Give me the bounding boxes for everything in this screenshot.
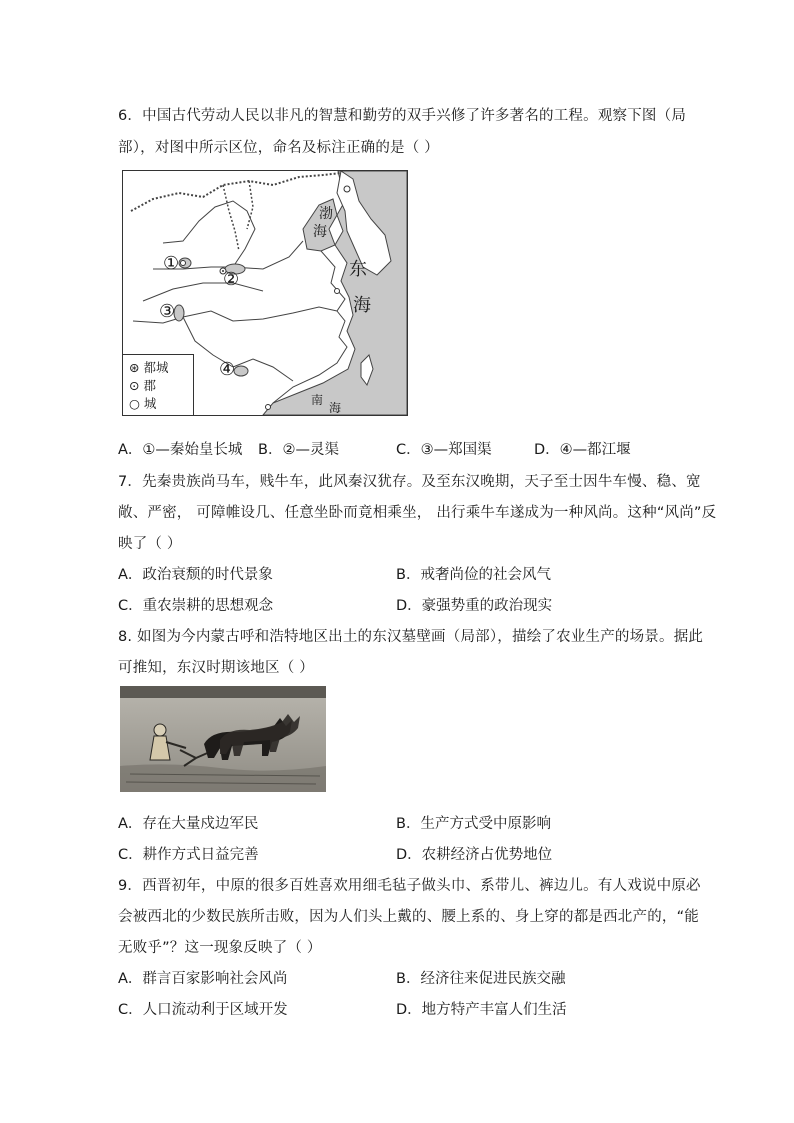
capital-icon: ⊛ — [129, 360, 140, 375]
q9-stem-line2: 会被西北的少数民族所击败，因为人们头上戴的、腰上系的、身上穿的都是西北产的，“能 — [118, 909, 700, 925]
map-label-bohai-1: 渤 — [319, 206, 333, 222]
map-label-nan-2: 海 — [329, 401, 342, 415]
q9-stem-line3: 无败乎”？这一现象反映了（ ） — [118, 940, 322, 956]
legend-jun: 郡 — [143, 378, 156, 393]
q9-option-c: C．人口流动利于区域开发 — [118, 1002, 288, 1018]
q9-stem-line1: 9．西晋初年，中原的很多百姓喜欢用细毛毡子做头巾、系带儿、裤边儿。有人戏说中原必 — [118, 878, 701, 894]
q9-option-b: B．经济往来促进民族交融 — [396, 971, 566, 987]
q8-mural-image — [120, 686, 326, 792]
q6-option-d: D．④—都江堰 — [534, 442, 631, 458]
map-label-bohai-2: 海 — [313, 224, 327, 240]
jun-icon: ⊙ — [129, 378, 140, 393]
q8-option-b: B．生产方式受中原影响 — [396, 816, 551, 832]
q7-stem-line3: 映了（ ） — [118, 536, 182, 552]
q7-stem-line1: 7．先秦贵族尚马车，贱牛车，此风秦汉犹存。及至东汉晚期，天子至士因牛车慢、稳、宽 — [118, 474, 701, 490]
q7-option-d: D．豪强势重的政治现实 — [396, 598, 553, 614]
q8-stem-line1: 8. 如图为今内蒙古呼和浩特地区出土的东汉墓壁画（局部），描绘了农业生产的场景。据此 — [118, 629, 704, 645]
map-marker-3: ③ — [159, 301, 176, 322]
map-label-dong-1: 东 — [349, 259, 367, 280]
map-legend — [123, 354, 194, 415]
map-marker-1: ① — [163, 253, 180, 274]
legend-city: 城 — [143, 396, 157, 411]
q9-option-d: D．地方特产丰富人们生活 — [396, 1002, 567, 1018]
q6-option-b: B．②—灵渠 — [258, 442, 339, 458]
q6-stem-line1: 6．中国古代劳动人民以非凡的智慧和勤劳的双手兴修了许多著名的工程。观察下图（局 — [118, 108, 687, 124]
city-icon: ○ — [129, 396, 140, 411]
q8-stem-line2: 可推知，东汉时期该地区（ ） — [118, 660, 314, 676]
q6-stem-line2: 部），对图中所示区位，命名及标注正确的是（ ） — [118, 140, 439, 156]
legend-capital: 都城 — [143, 360, 169, 375]
q8-option-d: D．农耕经济占优势地位 — [396, 847, 553, 863]
mural-drawing — [120, 686, 326, 792]
q6-map — [122, 170, 408, 416]
q6-option-a: A．①—秦始皇长城 — [118, 442, 243, 458]
map-marker-2: ② — [223, 269, 240, 290]
q7-option-b: B．戒奢尚俭的社会风气 — [396, 567, 551, 583]
q7-option-a: A．政治衰颓的时代景象 — [118, 567, 273, 583]
q7-stem-line2: 敞、严密， 可障帷设几、任意坐卧而竟相乘坐， 出行乘牛车遂成为一种风尚。这种“风尚”反 — [118, 505, 717, 521]
q7-option-c: C．重农崇耕的思想观念 — [118, 598, 274, 614]
q8-option-c: C．耕作方式日益完善 — [118, 847, 259, 863]
map-label-nan-1: 南 — [311, 393, 324, 407]
map-label-dong-2: 海 — [353, 295, 371, 316]
q8-option-a: A．存在大量戍边军民 — [118, 816, 259, 832]
q9-option-a: A．群言百家影响社会风尚 — [118, 971, 288, 987]
q6-option-c: C．③—郑国渠 — [396, 442, 492, 458]
map-marker-4: ④ — [219, 359, 236, 380]
